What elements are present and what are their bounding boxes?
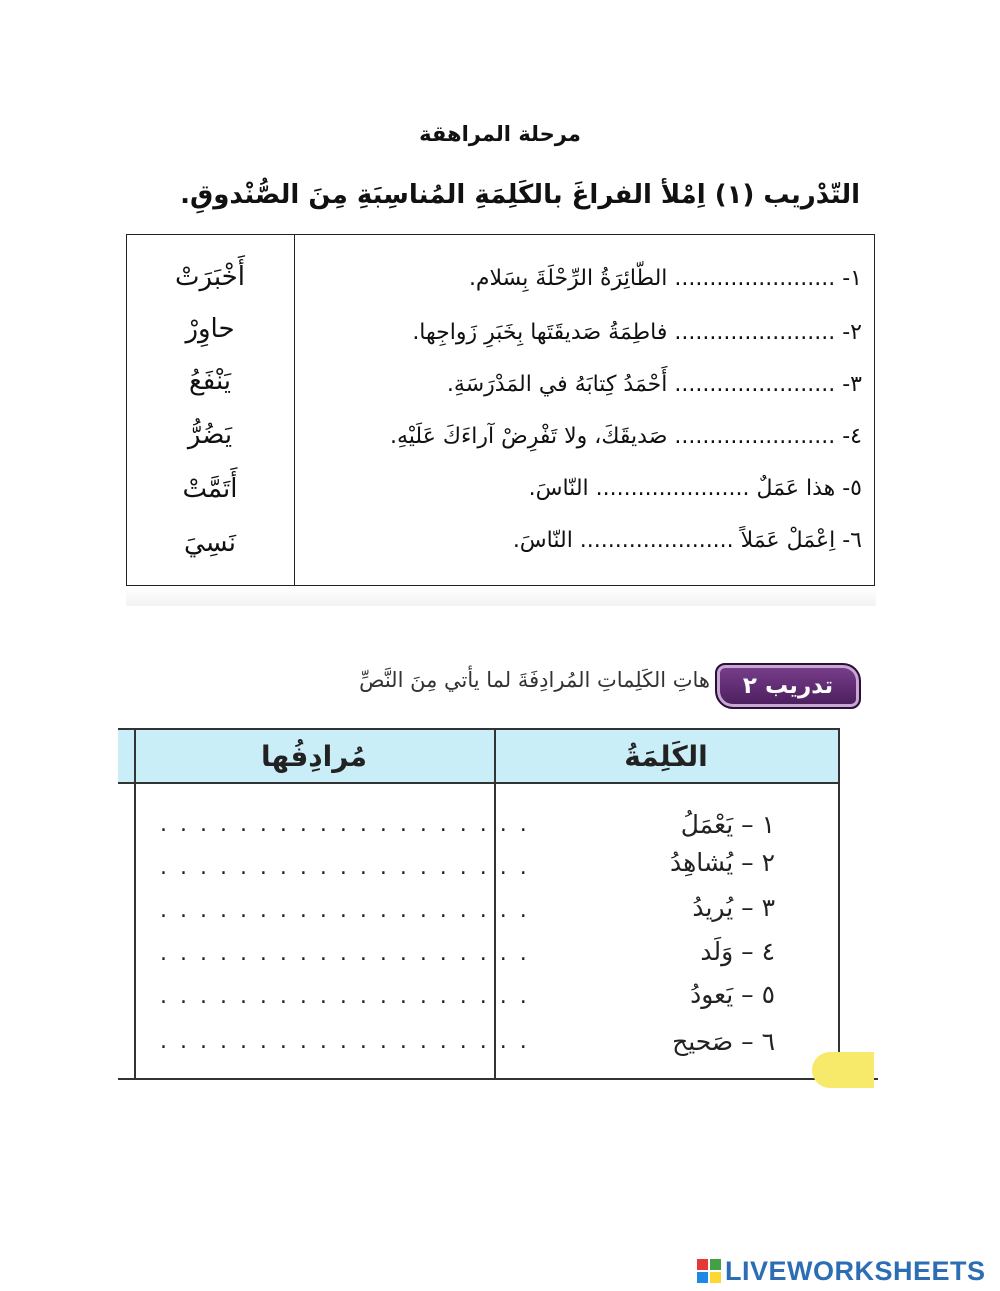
page-title: مرحلة المراهقة	[419, 122, 581, 146]
table-border	[118, 728, 840, 730]
exercise1-divider	[294, 234, 295, 586]
synonym-answer-field[interactable]: . . . . . . . . . . . . . . . . . . .	[160, 812, 530, 837]
logo-text: LIVEWORKSHEETS	[725, 1255, 986, 1286]
table-border	[838, 728, 840, 1078]
table-border	[118, 782, 840, 784]
table-border	[134, 728, 136, 1078]
exercise1-sentence-3[interactable]: ٣- ....................... أَحْمَدُ كِتابَهُ في المَدْرَسَةِ.	[446, 372, 862, 397]
exercise2-instruction: هاتِ الكَلِماتِ المُرادِفَةَ لما يأتي مِنَ النَّصِّ	[359, 668, 710, 692]
synonym-answer-field[interactable]: . . . . . . . . . . . . . . . . . . .	[160, 898, 530, 923]
word-box-item: نَسِيَ	[183, 528, 237, 558]
word-box-item: حاوِرْ	[185, 314, 235, 344]
table-row-word: ٤ – وَلَد	[700, 937, 775, 966]
synonym-answer-field[interactable]: . . . . . . . . . . . . . . . . . . .	[160, 855, 530, 880]
table-row-word: ٦ – صَحيح	[672, 1027, 775, 1056]
table-row-word: ٢ – يُشاهِدُ	[669, 848, 775, 877]
exercise1-sentence-4[interactable]: ٤- ....................... صَديقَكَ، ولا تَفْرِضْ آراءَكَ عَلَيْهِ.	[389, 424, 862, 449]
scan-edge	[126, 586, 876, 606]
logo-square	[710, 1272, 721, 1283]
word-box-item: أَخْبَرَتْ	[175, 262, 245, 292]
exercise1-sentence-6[interactable]: ٦- اِعْمَلْ عَمَلاً ...................... النّاسَ.	[512, 528, 862, 553]
table-border	[118, 1078, 878, 1080]
word-box-item: يَنْفَعُ	[188, 366, 232, 396]
logo-square	[710, 1259, 721, 1270]
highlight-mark	[812, 1052, 874, 1088]
table-row-word: ١ – يَعْمَلُ	[680, 810, 775, 839]
word-box-item: يَضُرُّ	[187, 420, 233, 450]
exercise1-sentence-5[interactable]: ٥- هذا عَمَلٌ ...................... النّاسَ.	[528, 476, 862, 501]
column-header-word: الكَلِمَةُ	[624, 740, 708, 773]
logo-icon	[697, 1259, 721, 1283]
column-header-synonym: مُرادِفُها	[260, 740, 368, 773]
synonym-answer-field[interactable]: . . . . . . . . . . . . . . . . . . .	[160, 941, 530, 966]
liveworksheets-logo	[697, 1256, 986, 1286]
logo-square	[697, 1272, 708, 1283]
synonym-answer-field[interactable]: . . . . . . . . . . . . . . . . . . .	[160, 984, 530, 1009]
exercise2-badge: تدريب ٢	[715, 663, 861, 709]
exercise1-sentence-1[interactable]: ١- ....................... الطّائِرَةُ الرِّحْلَةَ بِسَلام.	[468, 266, 862, 291]
table-row-word: ٣ – يُريدُ	[692, 893, 775, 922]
table-row-word: ٥ – يَعودُ	[690, 980, 775, 1009]
synonym-answer-field[interactable]: . . . . . . . . . . . . . . . . . . .	[160, 1029, 530, 1054]
exercise1-instruction: التّدْريب (١) اِمْلأ الفراغَ بالكَلِمَةِ المُناسِبَةِ مِنَ الصُّنْدوقِ.	[180, 180, 860, 210]
exercise1-sentence-2[interactable]: ٢- ....................... فاطِمَةُ صَديقَتَها بِخَبَرِ زَواجِها.	[412, 320, 862, 345]
logo-square	[697, 1259, 708, 1270]
word-box-item: أَتَمَّتْ	[182, 474, 238, 504]
